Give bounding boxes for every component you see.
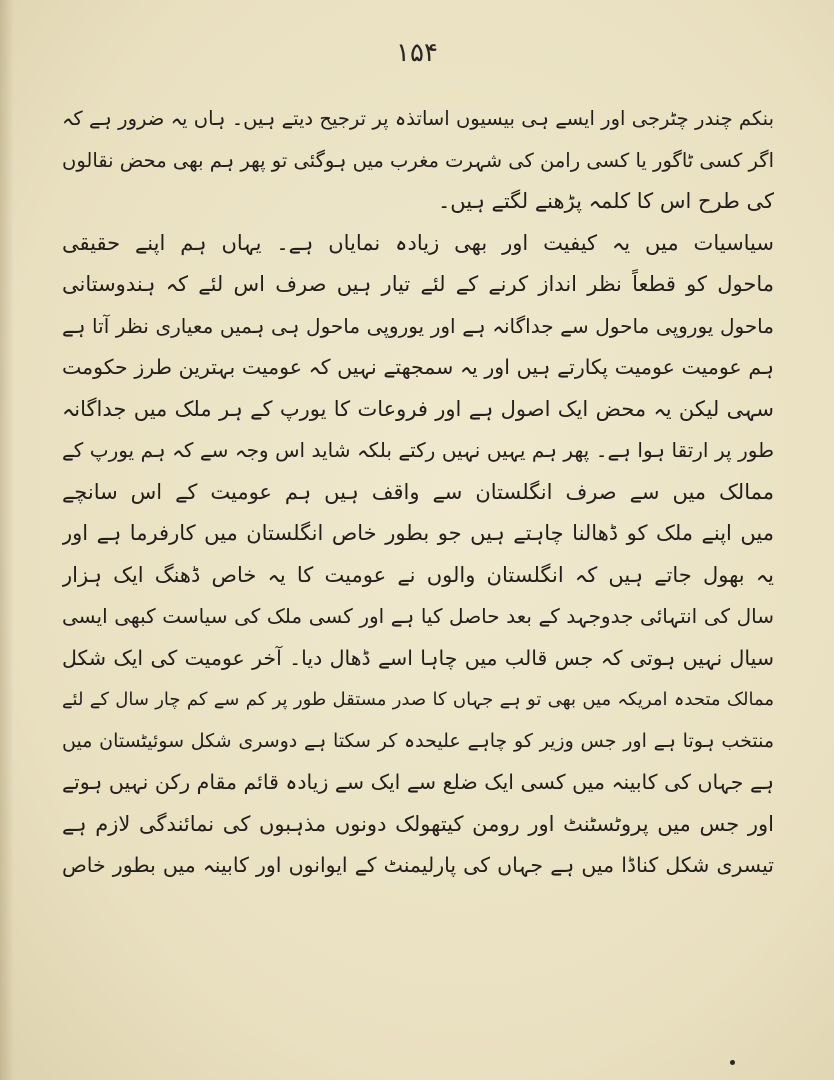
text-line: سال کی انتہائی جدوجہد کے بعد حاصل کیا ہے اور کسی ملک کی سیاست کبھی ایسی xyxy=(62,604,774,628)
text-line: میں اپنے ملک کو ڈھالنا چاہتے ہیں جو بطور خاص انگلستان میں کارفرما ہے اور xyxy=(62,521,774,545)
text-line: ماحول کو قطعاً نظر انداز کرنے کے لئے تیار ہیں صرف اس لئے کہ ہندوستانی xyxy=(62,272,774,296)
text-line: اگر کسی ٹاگور یا کسی رامن کی شہرت مغرب میں ہوگئی تو پھر ہم بھی محض نقالوں xyxy=(62,148,774,172)
page-edge-shadow xyxy=(0,0,14,1080)
text-line: سیال نہیں ہوتی کہ جس قالب میں چاہا اسے ڈھال دیا۔ آخر عومیت کی ایک شکل xyxy=(62,645,774,670)
text-line: کی طرح اس کا کلمہ پڑھنے لگتے ہیں۔ xyxy=(437,189,774,213)
text-line: ہے جہاں کی کابینہ میں کسی ایک ضلع سے ایک سے زیادہ قائم مقام رکن نہیں ہوتے xyxy=(62,770,774,794)
text-line: یہ بھول جاتے ہیں کہ انگلستان والوں نے عومیت کا یہ خاص ڈھنگ ایک ہزار xyxy=(62,562,774,587)
text-line: طور پر ارتقا ہوا ہے۔ پھر ہم یہیں نہیں رکتے بلکہ شاید اس وجہ سے کہ ہم یورپ کے xyxy=(62,438,774,462)
urdu-text-body xyxy=(62,98,774,887)
text-line: سیاسیات میں یہ کیفیت اور بھی زیادہ نمایاں ہے۔ یہاں ہم اپنے حقیقی xyxy=(62,230,774,255)
text-line: ممالک میں سے صرف انگلستان سے واقف ہیں ہم عومیت کے اس سانچے xyxy=(62,479,774,504)
text-line: اور جس میں پروٹسٹنٹ اور رومن کیتھولک دونوں مذہبوں کی نمائندگی لازم ہے xyxy=(62,811,774,836)
text-line: منتخب ہوتا ہے اور جس وزیر کو چاہے علیحدہ کر سکتا ہے دوسری شکل سوئیٹستان میں xyxy=(62,729,774,752)
text-line: بنکم چندر چٹرجی اور ایسے ہی بیسیوں اساتذہ پر ترجیح دیتے ہیں۔ ہاں یہ ضرور ہے کہ xyxy=(62,107,774,130)
text-line: تیسری شکل کناڈا میں ہے جہاں کی پارلیمنٹ کے ایوانوں اور کابینہ میں بطور خاص xyxy=(62,853,774,877)
text-line: ہم عومیت عومیت پکارتے ہیں اور یہ سمجھتے نہیں کہ عومیت بہترین طرز حکومت xyxy=(62,355,774,379)
page-number: ۱۵۴ xyxy=(396,38,438,68)
text-line: سہی لیکن یہ محض ایک اصول ہے اور فروعات کا یورپ کے ہر ملک میں جداگانہ xyxy=(62,396,774,421)
text-line: ماحول یوروپی ماحول سے جداگانہ ہے اور یوروپی ماحول ہی ہمیں معیاری نظر آتا ہے xyxy=(62,313,774,338)
ink-dot xyxy=(730,1060,735,1065)
text-line: ممالک متحدہ امریکہ میں بھی تو ہے جہاں کا صدر مستقل طور پر کم سے کم چار سال کے لئے xyxy=(62,689,774,710)
